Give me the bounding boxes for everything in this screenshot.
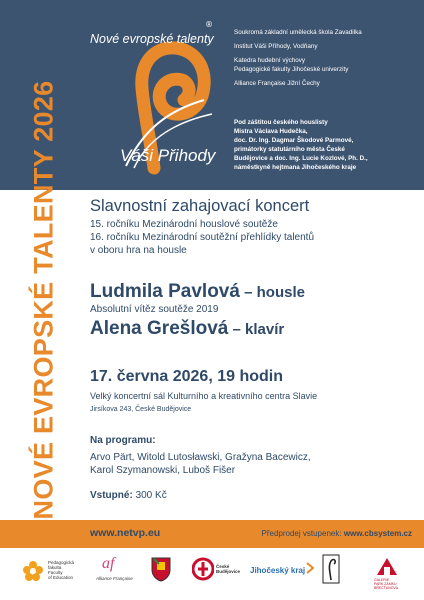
event-date: 17. června 2026, 19 hodin — [90, 368, 283, 385]
vertical-title-text: NOVÉ EVROPSKÉ TALENTY 2026 — [28, 80, 59, 520]
gallery-logo-icon — [376, 556, 398, 576]
city-logo-text — [216, 564, 240, 574]
partner-list — [234, 28, 419, 93]
pedf-flower-icon — [22, 560, 44, 582]
partner-item: Alliance Française Jižní Čechy — [234, 80, 320, 87]
program-line-1: Arvo Pärt, Witold Lutosławski, Gražyna Bacewicz, — [90, 452, 311, 463]
patronage-text — [234, 118, 419, 172]
alliance-francaise-text: Alliance Française — [96, 576, 133, 581]
performer-instrument: – klavír — [228, 321, 285, 338]
concert-line-2: 16. ročníku Mezinárodní soutěžní přehlídky talentů — [90, 232, 315, 243]
award-text: Absolutní vítěz soutěže 2019 — [90, 304, 219, 315]
patronage-line: doc. Dr. Ing. Dagmar Škodové Parmové, — [234, 137, 354, 144]
gallery-line: PARK ZÁMKU — [374, 582, 397, 586]
gallery-line: GALERIE — [374, 578, 390, 582]
entry-label: Vstupné: — [90, 490, 133, 501]
patronage-line: Mistra Václava Hudečka, — [234, 128, 308, 135]
program-heading: Na programu: — [90, 435, 156, 446]
presale-label: Předprodej vstupenek: — [261, 529, 342, 538]
patronage-line: Budějovice a doc. Ing. Lucie Kozlové, Ph. D., — [234, 155, 368, 162]
pedf-line: of Education — [48, 575, 74, 580]
performer-instrument: – housle — [239, 284, 305, 301]
entry-price: 300 Kč — [135, 490, 167, 501]
crest-shield-icon — [150, 556, 172, 582]
logo-top-text: Nové evropské talenty — [90, 32, 214, 46]
pedf-logo-text — [48, 560, 74, 580]
city-line: Budějovice — [216, 569, 241, 574]
patronage-line: náměstkyně hejtmana Jihočeského kraje — [234, 164, 357, 171]
website-link[interactable]: www.netvp.eu — [90, 527, 161, 539]
performer-violin — [90, 281, 305, 303]
event-venue: Velký koncertní sál Kulturního a kreativního centra Slavie — [90, 391, 318, 401]
performer-piano — [90, 318, 284, 340]
presale-link[interactable]: www.cbsystem.cz — [343, 529, 412, 538]
pedf-line: Pedagogická — [48, 560, 75, 565]
partner-item: Institut Váši Příhody, Vodňany — [234, 43, 318, 50]
performer-name: Alena Grešlová — [90, 318, 229, 339]
event-address: Jirsíkova 243, České Budějovice — [90, 406, 192, 413]
partner-item: Katedra hudební výchovy Pedagogické fakulty Jihočeské univerzity — [234, 57, 349, 73]
city-crest-icon — [192, 556, 214, 582]
patronage-line: primátorky statutárního města České — [234, 146, 345, 153]
gallery-line: BŘEČŤANOVÁ — [374, 586, 399, 590]
region-mark-icon — [306, 562, 314, 574]
alliance-francaise-logo: af — [102, 555, 115, 572]
sponsor-logos — [0, 548, 424, 600]
violin-sponsor-icon — [322, 554, 340, 584]
gallery-logo-text — [374, 578, 398, 590]
region-logo: Jihočeský kraj — [250, 566, 306, 575]
pedf-line: fakulta — [48, 565, 62, 570]
patronage-line: Pod záštitou českého houslisty — [234, 119, 328, 126]
entry-fee — [90, 490, 167, 501]
concert-line-3: v oboru hra na housle — [90, 245, 187, 256]
city-line: České — [216, 564, 230, 569]
presale-info — [262, 529, 412, 538]
logo-bottom-text: Váši Přihody — [120, 146, 216, 165]
concert-title: Slavnostní zahajovací koncert — [90, 197, 310, 215]
program-line-2: Karol Szymanowski, Luboš Fišer — [90, 465, 236, 476]
performer-name: Ludmila Pavlová — [90, 281, 240, 302]
partner-item: Soukromá základní umělecká škola Zavadilka — [234, 29, 362, 36]
concert-line-1: 15. ročníku Mezinárodní houslové soutěže — [90, 219, 278, 230]
registered-mark: ® — [205, 20, 213, 29]
pedf-line: Faculty — [48, 570, 63, 575]
